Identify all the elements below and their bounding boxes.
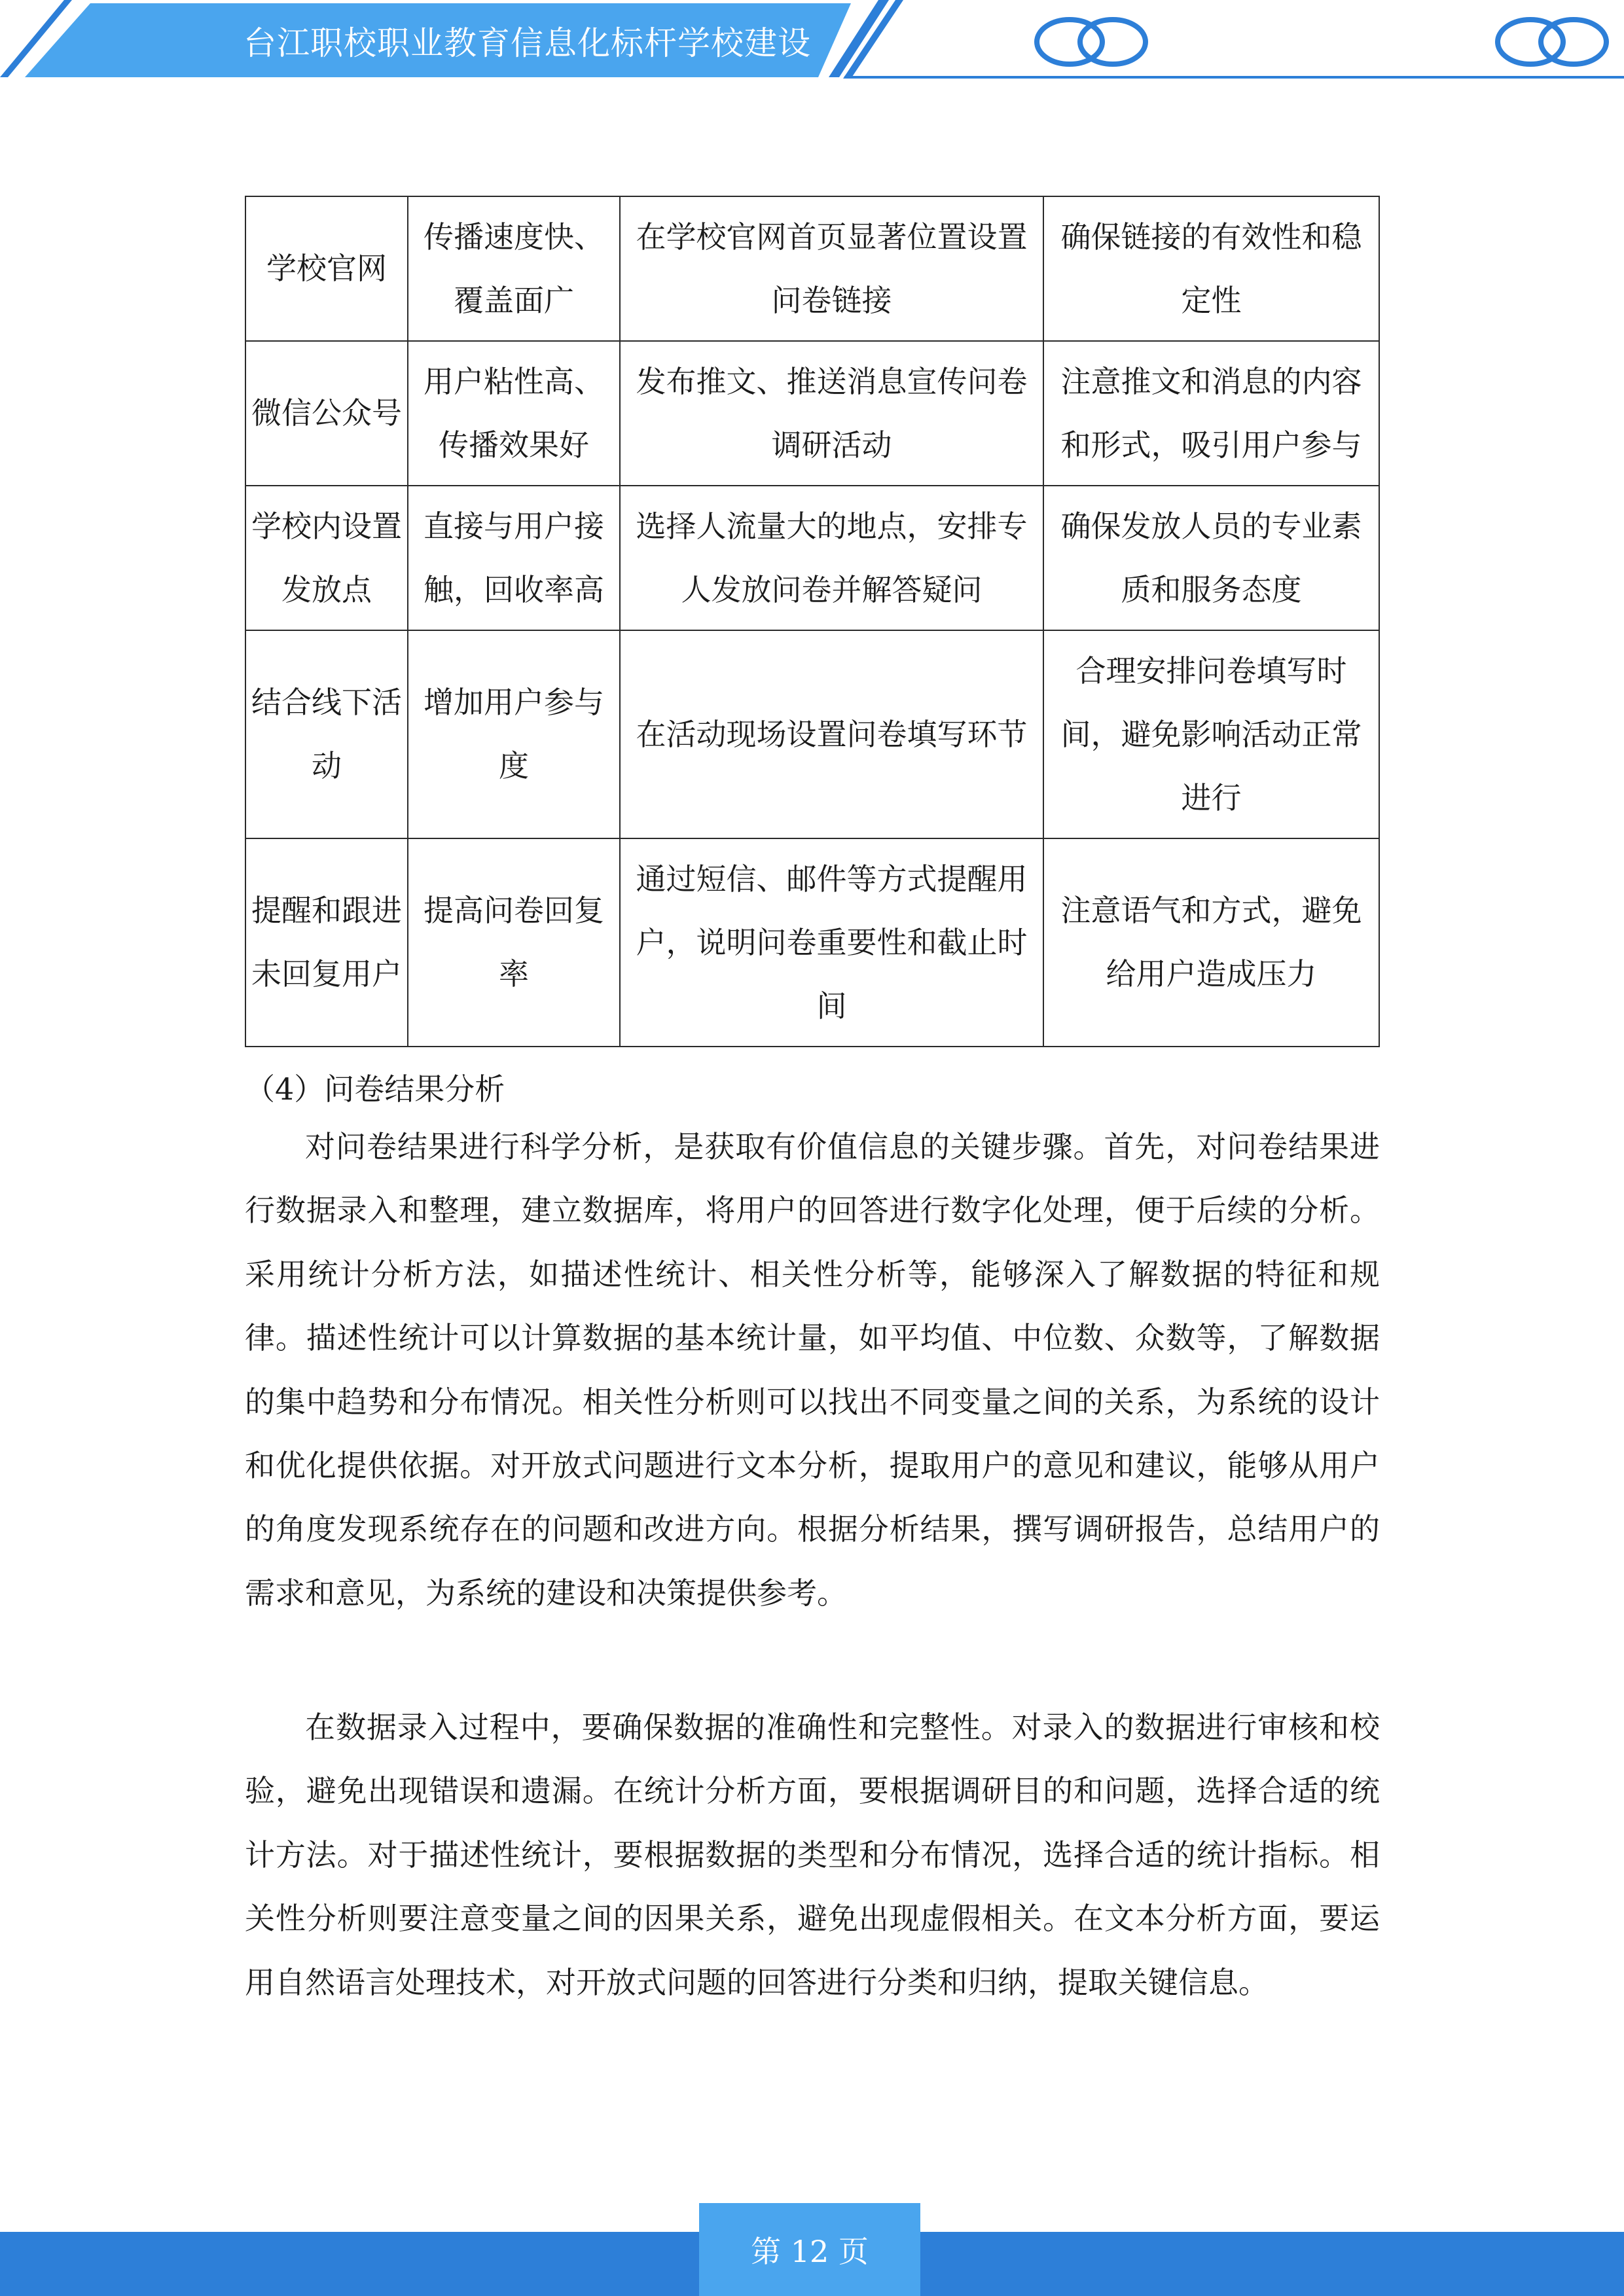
table-cell: 学校内设置发放点 (245, 486, 408, 630)
page-number: 第 12 页 (751, 2234, 869, 2269)
page-header (0, 0, 1624, 85)
section-heading: （4）问卷结果分析 (245, 1071, 505, 1107)
table-cell: 合理安排问卷填写时间，避免影响活动正常进行 (1043, 630, 1379, 838)
table-cell: 提醒和跟进未回复用户 (245, 838, 408, 1047)
table-cell: 直接与用户接触，回收率高 (408, 486, 620, 630)
table-row (245, 838, 1379, 1047)
table-cell: 确保发放人员的专业素质和服务态度 (1043, 486, 1379, 630)
promotion-channel-table (245, 196, 1380, 1047)
table-cell: 注意推文和消息的内容和形式，吸引用户参与 (1043, 341, 1379, 486)
table-cell: 通过短信、邮件等方式提醒用户，说明问卷重要性和截止时间 (620, 838, 1043, 1047)
table-row (245, 196, 1379, 341)
double-ring-logo-icon (1498, 20, 1606, 64)
table-row (245, 630, 1379, 838)
table-cell: 传播速度快、覆盖面广 (408, 196, 620, 341)
table-cell: 学校官网 (245, 196, 408, 341)
body-paragraph: 在数据录入过程中，要确保数据的准确性和完整性。对录入的数据进行审核和校验，避免出现错误和遗漏。在统计分析方面，要根据调研目的和问题，选择合适的统计方法。对于描述性统计，要根据数据的类型和分布情况，选择合适的统计指标。相关性分析则要注意变量之间的因果关系，避免出现虚假相关。在文本分析方面，要运用自然语言处理技术，对开放式问题的回答进行分类和归纳，提取关键信息。 (245, 1710, 1380, 2000)
table-cell: 确保链接的有效性和稳定性 (1043, 196, 1379, 341)
table-cell: 选择人流量大的地点，安排专人发放问卷并解答疑问 (620, 486, 1043, 630)
table-cell: 注意语气和方式，避免给用户造成压力 (1043, 838, 1379, 1047)
table-cell: 提高问卷回复率 (408, 838, 620, 1047)
table-cell: 发布推文、推送消息宣传问卷调研活动 (620, 341, 1043, 486)
double-ring-logo-icon (1037, 20, 1146, 64)
table-cell: 在活动现场设置问卷填写环节 (620, 630, 1043, 838)
table-cell: 用户粘性高、传播效果好 (408, 341, 620, 486)
table-cell: 在学校官网首页显著位置设置问卷链接 (620, 196, 1043, 341)
table-cell: 微信公众号 (245, 341, 408, 486)
header-title: 台江职校职业教育信息化标杆学校建设 (244, 24, 811, 62)
table-cell: 结合线下活动 (245, 630, 408, 838)
body-paragraph: 对问卷结果进行科学分析，是获取有价值信息的关键步骤。首先，对问卷结果进行数据录入和整理，建立数据库，将用户的回答进行数字化处理，便于后续的分析。采用统计分析方法，如描述性统计、相关性分析等，能够深入了解数据的特征和规律。描述性统计可以计算数据的基本统计量，如平均值、中位数、众数等，了解数据的集中趋势和分布情况。相关性分析则可以找出不同变量之间的关系，为系统的设计和优化提供依据。对开放式问题进行文本分析，提取用户的意见和建议，能够从用户的角度发现系统存在的问题和改进方向。根据分析结果，撰写调研报告，总结用户的需求和意见，为系统的建设和决策提供参考。 (245, 1129, 1380, 1611)
table-row (245, 486, 1379, 630)
table-cell: 增加用户参与度 (408, 630, 620, 838)
table-row (245, 341, 1379, 486)
